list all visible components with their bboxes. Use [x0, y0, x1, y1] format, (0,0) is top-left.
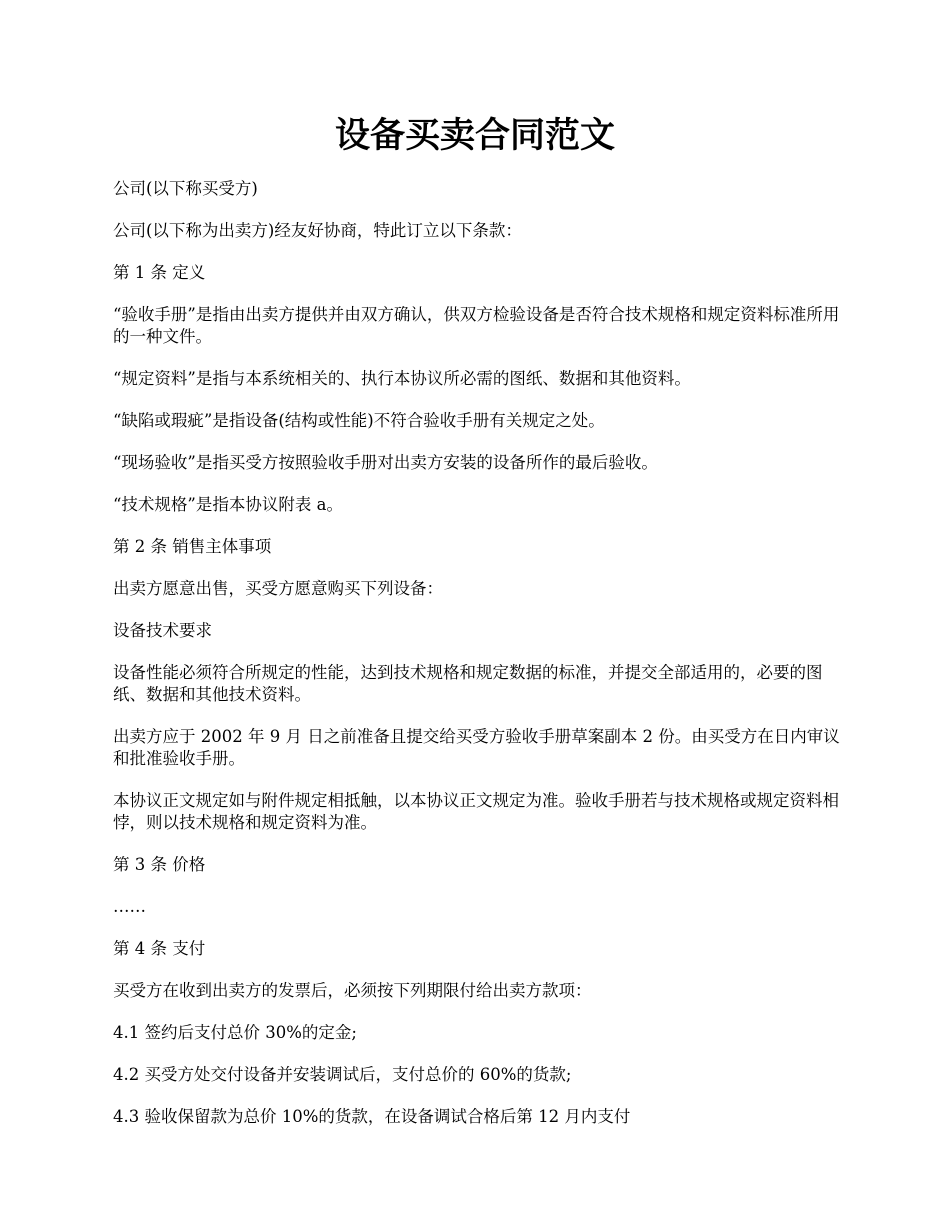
paragraph-payment-terms: 买受方在收到出卖方的发票后，必须按下列期限付给出卖方款项：	[113, 981, 592, 1000]
article-3-heading: 第 3 条 价格	[113, 855, 206, 874]
paragraph-sale-intent: 出卖方愿意出售，买受方愿意购买下列设备：	[113, 579, 443, 598]
definition-defect: “缺陷或瑕疵”是指设备(结构或性能)不符合验收手册有关规定之处。	[113, 411, 605, 430]
article-1-heading: 第 1 条 定义	[113, 263, 206, 282]
document-title: 设备买卖合同范文	[334, 115, 615, 156]
payment-item-4-3: 4.3 验收保留款为总价 10%的货款，在设备调试合格后第 12 月内支付	[113, 1107, 631, 1126]
paragraph-manual-draft: 出卖方应于 2002 年 9 月 日之前准备且提交给买受方验收手册草案副本 2 份。由买受方在日内审议和批准验收手册。	[113, 727, 840, 768]
paragraph-buyer: 公司(以下称买受方)	[113, 179, 258, 198]
definition-specified-materials: “规定资料”是指与本系统相关的、执行本协议所必需的图纸、数据和其他资料。	[113, 369, 691, 388]
payment-item-4-1: 4.1 签约后支付总价 30%的定金;	[113, 1023, 357, 1042]
paragraph-performance: 设备性能必须符合所规定的性能，达到技术规格和规定数据的标准，并提交全部适用的，必要的图纸、数据和其他技术资料。	[113, 663, 823, 704]
document-body	[113, 178, 848, 1148]
definition-acceptance-manual: “验收手册”是指由出卖方提供并由双方确认，供双方检验设备是否符合技术规格和规定资料标准所用的一种文件。	[113, 305, 840, 346]
paragraph-precedence: 本协议正文规定如与附件规定相抵触，以本协议正文规定为准。验收手册若与技术规格或规定资料相悖，则以技术规格和规定资料为准。	[113, 791, 839, 832]
article-2-heading: 第 2 条 销售主体事项	[113, 537, 272, 556]
paragraph-seller: 公司(以下称为出卖方)经友好协商，特此订立以下条款：	[113, 221, 522, 240]
definition-technical-spec: “技术规格”是指本协议附表 a。	[113, 495, 343, 514]
definition-site-acceptance: “现场验收”是指买受方按照验收手册对出卖方安装的设备所作的最后验收。	[113, 453, 658, 472]
article-4-heading: 第 4 条 支付	[113, 939, 206, 958]
paragraph-tech-requirements-heading: 设备技术要求	[113, 621, 212, 640]
payment-item-4-2: 4.2 买受方处交付设备并安装调试后，支付总价的 60%的货款;	[113, 1065, 572, 1084]
paragraph-ellipsis: ……	[113, 897, 146, 916]
